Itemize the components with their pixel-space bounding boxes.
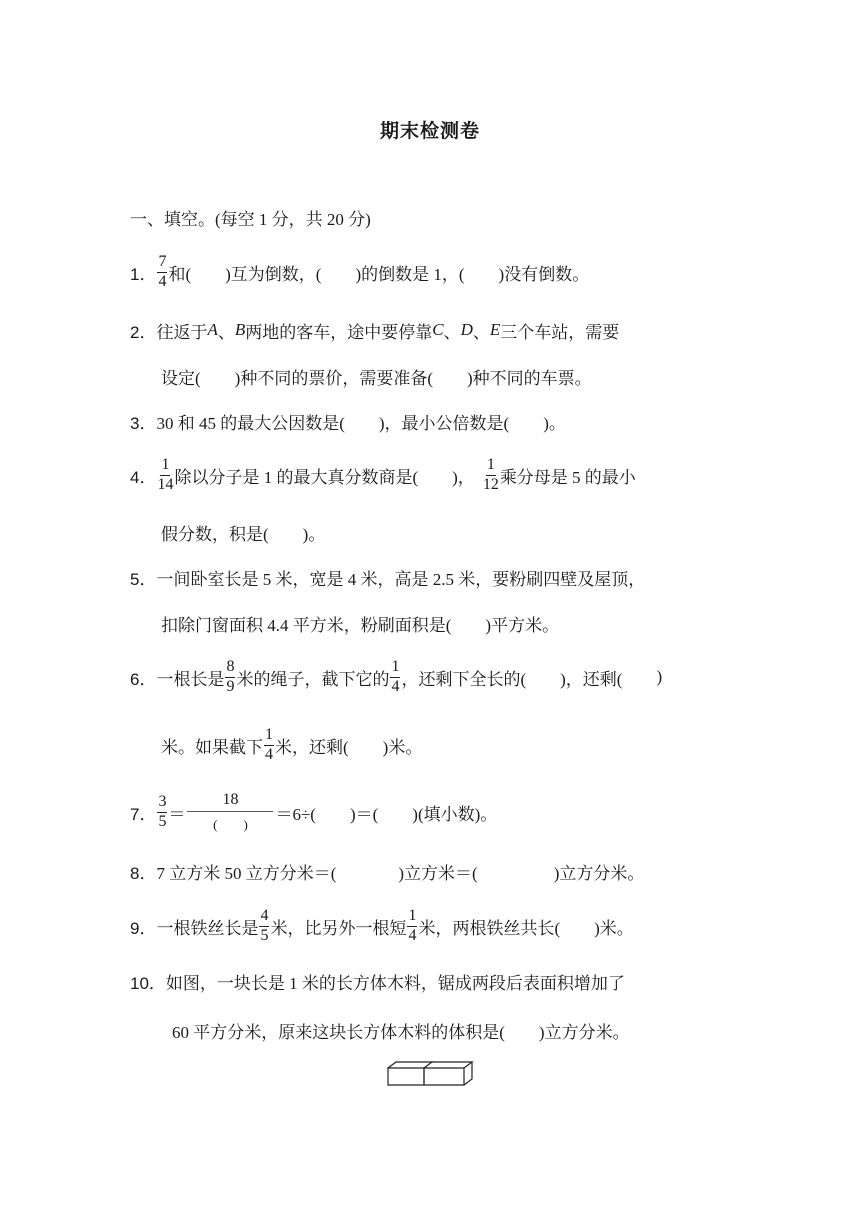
numerator: 1 [390, 659, 400, 678]
fraction [225, 659, 235, 696]
question-6 [130, 657, 662, 697]
question-5-line-2 [161, 603, 559, 643]
numerator: 1 [486, 457, 496, 476]
variable: C [432, 320, 444, 339]
variable: E [489, 320, 501, 339]
question-number: 1． [130, 264, 157, 284]
question-5 [130, 557, 645, 597]
text: 设定( [161, 368, 201, 388]
page-title: 期末检测卷 [379, 120, 480, 142]
cuboid-left-top-face [388, 1062, 432, 1068]
question-number: 6． [130, 669, 157, 689]
question-6-line-2 [161, 725, 422, 765]
fraction [259, 908, 269, 945]
denominator-blank[interactable]: ( ) [213, 817, 248, 832]
text: 米，比另外一根短 [270, 918, 407, 938]
cuboid-figure [386, 1060, 476, 1088]
text: ＝6÷( [275, 804, 316, 824]
text: )＝( [349, 804, 379, 824]
question-number: 10． [130, 973, 166, 993]
fraction [157, 457, 173, 494]
denominator: 9 [226, 677, 235, 695]
denominator: 4 [158, 272, 167, 290]
question-number: 2． [130, 322, 157, 342]
question-number: 4． [130, 467, 157, 487]
text: )，还剩( [560, 669, 623, 689]
text: )立方分米。 [553, 863, 645, 883]
cuboid-left-front-face [388, 1068, 424, 1085]
fraction-with-blank [187, 791, 273, 833]
variable: D [460, 320, 473, 339]
question-7 [130, 792, 497, 832]
text: 除以分子是 1 的最大真分数商是( [174, 467, 419, 487]
text: )。 [302, 524, 326, 544]
text: 往返于 [156, 322, 208, 342]
question-3 [130, 401, 566, 441]
text: 7 立方米 50 立方分米＝( [156, 863, 337, 883]
text: 米，两根铁丝共长( [418, 918, 561, 938]
text: 米的绳子，截下它的 [236, 669, 390, 689]
text: 和( [168, 264, 192, 284]
text: 三个车站，需要 [500, 322, 620, 342]
numerator: 1 [264, 727, 274, 746]
text: )， [452, 467, 475, 487]
text: )，最小公倍数是( [378, 413, 510, 433]
numerator: 8 [225, 659, 235, 678]
question-9 [130, 906, 634, 946]
numerator: 1 [160, 457, 170, 476]
question-number: 3． [130, 413, 157, 433]
question-number: 9． [130, 918, 157, 938]
question-2 [130, 310, 619, 350]
question-10 [130, 961, 625, 1001]
denominator: 5 [260, 926, 269, 944]
text: )平方米。 [485, 615, 560, 635]
question-4 [130, 455, 636, 495]
text: 、 [472, 322, 490, 342]
text: )米。 [382, 737, 423, 757]
question-4-line-2 [161, 512, 325, 552]
text: 、 [443, 322, 461, 342]
text: )立方米＝( [398, 863, 478, 883]
text: )种不同的票价，需要准备( [234, 368, 433, 388]
text: ) [656, 667, 663, 686]
text: )的倒数是 1，( [355, 264, 465, 284]
text: )(填小数)。 [412, 804, 498, 824]
fraction [407, 908, 417, 945]
question-number: 7． [130, 804, 157, 824]
text: 乘分母是 5 的最小 [499, 467, 636, 487]
text: 60 平方分米，原来这块长方体木料的体积是( [172, 1022, 505, 1042]
text: )没有倒数。 [498, 264, 590, 284]
text: 两地的客车，途中要停靠 [245, 322, 433, 342]
text: )立方分米。 [538, 1022, 630, 1042]
fraction [264, 727, 274, 764]
question-number: 8． [130, 863, 157, 883]
text: 如图，一块长是 1 米的长方体木料，锯成两段后表面积增加了 [165, 973, 625, 993]
question-8 [130, 851, 644, 891]
numerator: 4 [259, 908, 269, 927]
fraction [157, 794, 167, 831]
fraction [157, 254, 167, 291]
text: 米。如果截下 [161, 737, 263, 757]
fraction [483, 457, 499, 494]
text: )。 [543, 413, 566, 433]
text: 假分数，积是( [161, 524, 269, 544]
text: 一根铁丝长是 [156, 918, 259, 938]
text: 一间卧室长是 5 米，宽是 4 米，高是 2.5 米，要粉刷四壁及屋顶， [156, 569, 646, 589]
section-heading [130, 197, 371, 237]
text: 、 [217, 322, 235, 342]
section-heading-text: 一、填空。(每空 1 分，共 20 分) [130, 209, 371, 229]
denominator: 4 [408, 926, 417, 944]
variable: A [207, 320, 218, 339]
denominator: 12 [482, 475, 499, 493]
denominator: 14 [157, 475, 174, 493]
denominator: 4 [391, 677, 400, 695]
fraction [390, 659, 400, 696]
denominator: 4 [265, 745, 273, 763]
numerator: 18 [187, 791, 273, 812]
numerator: 1 [407, 908, 417, 927]
cuboid-right-top-face [432, 1062, 472, 1068]
text: )种不同的车票。 [467, 368, 592, 388]
text: 扣除门窗面积 4.4 平方米，粉刷面积是( [161, 615, 452, 635]
question-10-line-2 [172, 1010, 630, 1050]
text: 一根长是 [156, 669, 225, 689]
denominator: 5 [158, 812, 167, 830]
text: )互为倒数，( [225, 264, 322, 284]
numerator: 3 [157, 794, 167, 813]
text: ，还剩下全长的( [401, 669, 527, 689]
text: )米。 [594, 918, 634, 938]
text: 米，还剩( [275, 737, 349, 757]
text: 30 和 45 的最大公因数是( [156, 413, 345, 433]
question-number: 5． [130, 569, 157, 589]
question-2-line-2 [161, 356, 592, 396]
numerator: 7 [157, 254, 167, 273]
text: ＝ [168, 804, 186, 824]
question-1 [130, 252, 589, 292]
cuboid-right-front-face [424, 1068, 464, 1085]
variable: B [234, 320, 246, 339]
